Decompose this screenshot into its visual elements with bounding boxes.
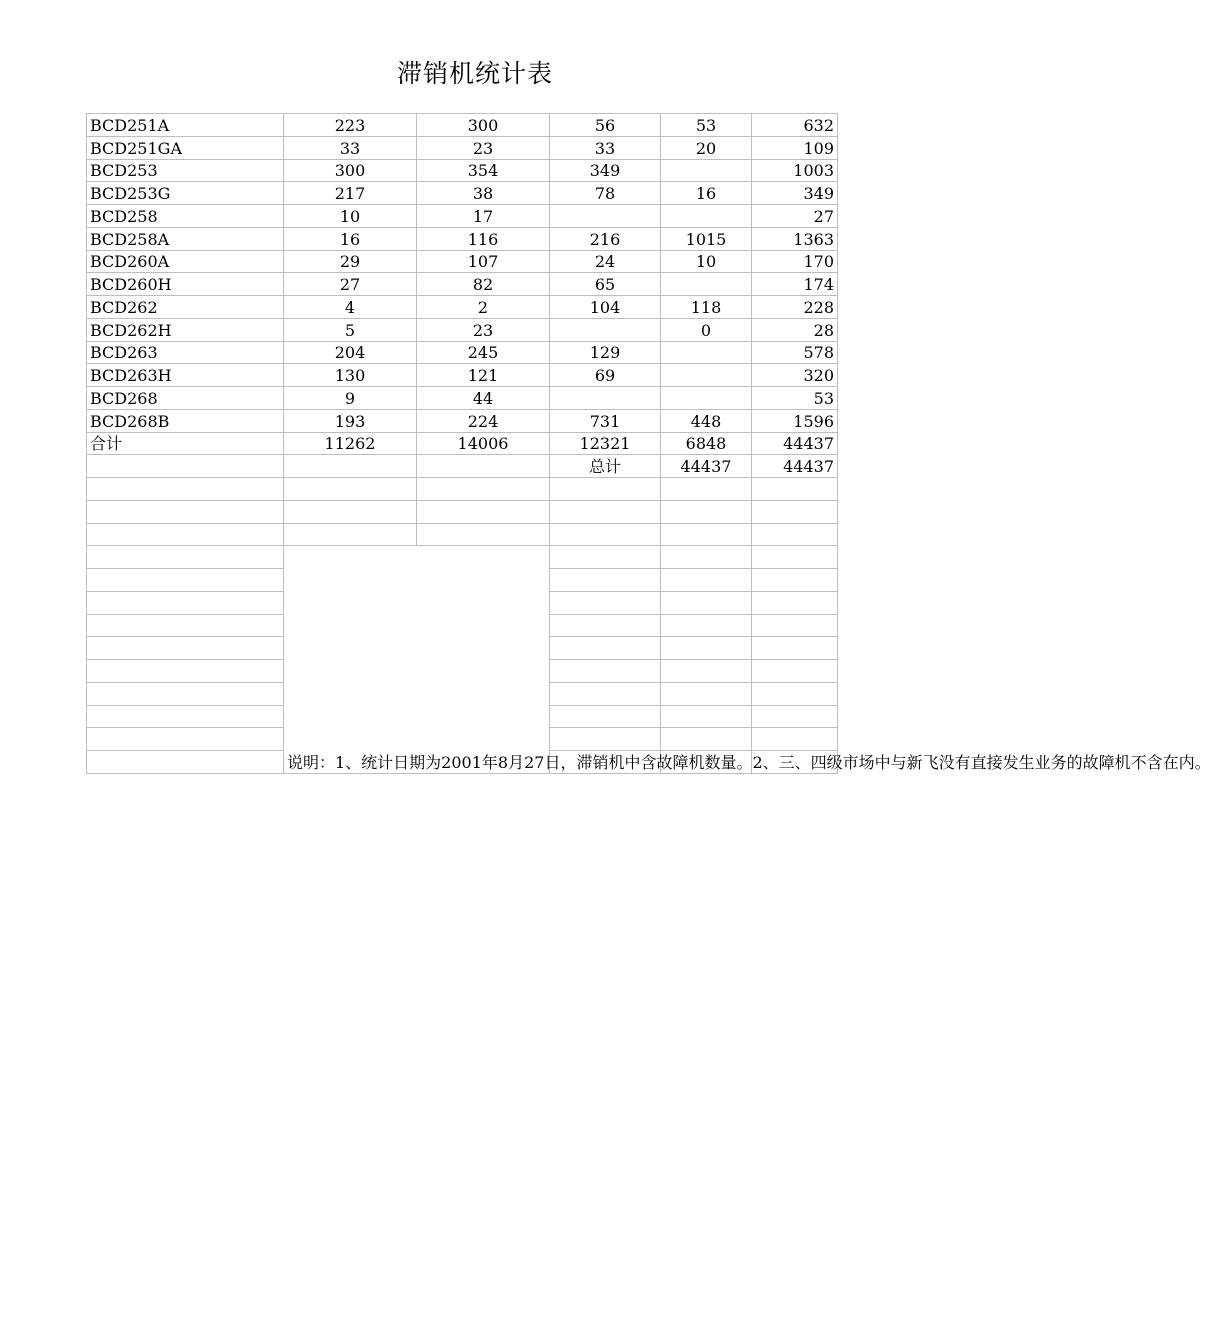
value-cell: 1015 xyxy=(661,227,752,250)
value-cell: 33 xyxy=(284,136,417,159)
model-cell: BCD268B xyxy=(87,409,284,432)
value-cell: 24 xyxy=(550,250,661,273)
value-cell: 224 xyxy=(417,409,550,432)
empty-cell xyxy=(87,728,284,751)
empty-cell xyxy=(550,728,661,751)
empty-cell xyxy=(661,523,752,546)
empty-cell xyxy=(550,682,661,705)
empty-cell xyxy=(550,546,661,569)
empty-cell xyxy=(550,705,661,728)
empty-cell xyxy=(87,637,284,660)
model-cell: BCD263 xyxy=(87,341,284,364)
table-row xyxy=(87,114,838,137)
empty-cell xyxy=(661,660,752,683)
table-row xyxy=(87,182,838,205)
empty-cell xyxy=(661,637,752,660)
value-cell: 130 xyxy=(284,364,417,387)
empty-cell xyxy=(661,614,752,637)
empty-row xyxy=(87,478,838,501)
empty-row xyxy=(87,523,838,546)
value-cell: 27 xyxy=(752,205,838,228)
model-cell: BCD258A xyxy=(87,227,284,250)
empty-cell xyxy=(417,523,550,546)
table-row xyxy=(87,364,838,387)
value-cell: 632 xyxy=(752,114,838,137)
model-cell: BCD253G xyxy=(87,182,284,205)
value-cell: 5 xyxy=(284,318,417,341)
table-row xyxy=(87,250,838,273)
stats-table xyxy=(86,113,1211,774)
value-cell: 27 xyxy=(284,273,417,296)
table-row xyxy=(87,205,838,228)
value-cell: 1363 xyxy=(752,227,838,250)
empty-cell xyxy=(661,569,752,592)
value-cell xyxy=(550,318,661,341)
sheet-title: 滞销机统计表 xyxy=(396,59,553,88)
empty-cell xyxy=(87,660,284,683)
empty-cell xyxy=(87,705,284,728)
value-cell: 109 xyxy=(752,136,838,159)
empty-cell xyxy=(87,569,284,592)
empty-cell xyxy=(752,523,838,546)
value-cell: 107 xyxy=(417,250,550,273)
empty-cell xyxy=(87,523,284,546)
model-cell: BCD258 xyxy=(87,205,284,228)
empty-cell xyxy=(550,569,661,592)
value-cell xyxy=(661,364,752,387)
value-cell: 354 xyxy=(417,159,550,182)
grand-total-value-cell: 44437 xyxy=(661,455,752,478)
value-cell: 78 xyxy=(550,182,661,205)
value-cell: 53 xyxy=(661,114,752,137)
value-cell: 38 xyxy=(417,182,550,205)
empty-cell xyxy=(752,569,838,592)
model-cell: BCD268 xyxy=(87,387,284,410)
value-cell: 193 xyxy=(284,409,417,432)
value-cell: 349 xyxy=(752,182,838,205)
value-cell xyxy=(550,387,661,410)
value-cell: 349 xyxy=(550,159,661,182)
value-cell: 82 xyxy=(417,273,550,296)
value-cell: 56 xyxy=(550,114,661,137)
value-cell: 121 xyxy=(417,364,550,387)
empty-cell xyxy=(417,500,550,523)
table-row xyxy=(87,273,838,296)
value-cell: 578 xyxy=(752,341,838,364)
empty-cell xyxy=(87,478,284,501)
empty-cell xyxy=(550,637,661,660)
value-cell: 28 xyxy=(752,318,838,341)
value-cell: 217 xyxy=(284,182,417,205)
empty-cell xyxy=(752,614,838,637)
empty-cell xyxy=(284,500,417,523)
total-value-cell: 12321 xyxy=(550,432,661,455)
value-cell: 118 xyxy=(661,296,752,319)
model-cell: BCD260H xyxy=(87,273,284,296)
table-row xyxy=(87,136,838,159)
total-value-cell: 14006 xyxy=(417,432,550,455)
value-cell: 228 xyxy=(752,296,838,319)
empty-cell xyxy=(550,614,661,637)
grand-total-row xyxy=(87,455,838,478)
value-cell: 16 xyxy=(661,182,752,205)
value-cell: 731 xyxy=(550,409,661,432)
value-cell: 129 xyxy=(550,341,661,364)
value-cell: 65 xyxy=(550,273,661,296)
note-cell: 说明：1、统计日期为2001年8月27日，滞销机中含故障机数量。2、三、四级市场中与新飞没有直接发生业务的故障机不含在内。 xyxy=(284,546,550,774)
value-cell xyxy=(550,205,661,228)
value-cell: 53 xyxy=(752,387,838,410)
empty-cell xyxy=(752,478,838,501)
value-cell: 0 xyxy=(661,318,752,341)
value-cell: 245 xyxy=(417,341,550,364)
empty-cell xyxy=(661,546,752,569)
empty-cell xyxy=(87,546,284,569)
empty-cell xyxy=(752,637,838,660)
empty-cell xyxy=(752,591,838,614)
model-cell: BCD251A xyxy=(87,114,284,137)
empty-row xyxy=(87,546,838,569)
empty-cell xyxy=(550,523,661,546)
empty-cell xyxy=(284,455,417,478)
value-cell: 204 xyxy=(284,341,417,364)
empty-cell xyxy=(752,660,838,683)
empty-cell xyxy=(550,500,661,523)
empty-cell xyxy=(661,591,752,614)
table-row xyxy=(87,409,838,432)
empty-cell xyxy=(417,478,550,501)
empty-cell xyxy=(417,455,550,478)
grand-total-value-cell: 44437 xyxy=(752,455,838,478)
empty-cell xyxy=(550,478,661,501)
empty-cell xyxy=(284,523,417,546)
empty-cell xyxy=(661,478,752,501)
empty-cell xyxy=(550,591,661,614)
model-cell: BCD262H xyxy=(87,318,284,341)
value-cell: 17 xyxy=(417,205,550,228)
table-row xyxy=(87,227,838,250)
total-value-cell: 44437 xyxy=(752,432,838,455)
value-cell xyxy=(661,387,752,410)
total-label-cell: 合计 xyxy=(87,432,284,455)
model-cell: BCD260A xyxy=(87,250,284,273)
value-cell: 216 xyxy=(550,227,661,250)
total-value-cell: 11262 xyxy=(284,432,417,455)
empty-cell xyxy=(87,751,284,774)
value-cell: 448 xyxy=(661,409,752,432)
empty-cell xyxy=(661,728,752,751)
empty-cell xyxy=(87,500,284,523)
empty-cell xyxy=(661,705,752,728)
value-cell: 20 xyxy=(661,136,752,159)
table-row xyxy=(87,296,838,319)
value-cell: 44 xyxy=(417,387,550,410)
value-cell xyxy=(661,159,752,182)
empty-cell xyxy=(550,660,661,683)
model-cell: BCD263H xyxy=(87,364,284,387)
value-cell: 170 xyxy=(752,250,838,273)
value-cell: 23 xyxy=(417,136,550,159)
value-cell: 2 xyxy=(417,296,550,319)
empty-cell xyxy=(752,500,838,523)
value-cell: 104 xyxy=(550,296,661,319)
value-cell: 116 xyxy=(417,227,550,250)
value-cell: 223 xyxy=(284,114,417,137)
value-cell: 69 xyxy=(550,364,661,387)
value-cell: 29 xyxy=(284,250,417,273)
table-row xyxy=(87,387,838,410)
value-cell: 320 xyxy=(752,364,838,387)
value-cell: 33 xyxy=(550,136,661,159)
empty-cell xyxy=(752,728,838,751)
model-cell: BCD262 xyxy=(87,296,284,319)
empty-cell xyxy=(752,682,838,705)
empty-cell xyxy=(752,546,838,569)
value-cell: 174 xyxy=(752,273,838,296)
empty-cell xyxy=(752,705,838,728)
total-value-cell: 6848 xyxy=(661,432,752,455)
value-cell xyxy=(661,205,752,228)
value-cell: 9 xyxy=(284,387,417,410)
value-cell: 16 xyxy=(284,227,417,250)
table-row xyxy=(87,341,838,364)
empty-cell xyxy=(87,455,284,478)
table-row xyxy=(87,159,838,182)
value-cell: 300 xyxy=(284,159,417,182)
value-cell: 1003 xyxy=(752,159,838,182)
value-cell: 4 xyxy=(284,296,417,319)
empty-cell xyxy=(284,478,417,501)
empty-cell xyxy=(661,682,752,705)
model-cell: BCD251GA xyxy=(87,136,284,159)
empty-row xyxy=(87,500,838,523)
empty-cell xyxy=(87,682,284,705)
empty-cell xyxy=(87,591,284,614)
value-cell: 10 xyxy=(661,250,752,273)
value-cell: 23 xyxy=(417,318,550,341)
value-cell: 1596 xyxy=(752,409,838,432)
empty-cell xyxy=(661,500,752,523)
empty-cell xyxy=(87,614,284,637)
value-cell: 10 xyxy=(284,205,417,228)
total-row xyxy=(87,432,838,455)
table-row xyxy=(87,318,838,341)
model-cell: BCD253 xyxy=(87,159,284,182)
value-cell xyxy=(661,341,752,364)
grand-total-label-cell: 总计 xyxy=(550,455,661,478)
value-cell xyxy=(661,273,752,296)
value-cell: 300 xyxy=(417,114,550,137)
